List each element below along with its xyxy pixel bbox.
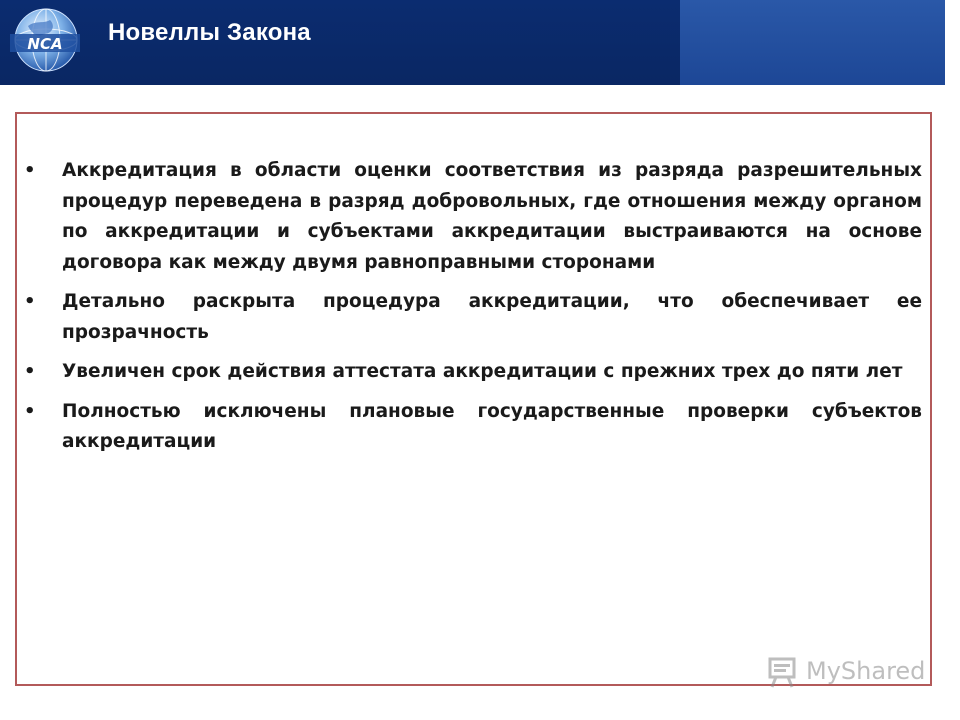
header-bar xyxy=(0,0,945,85)
bullet-marker: • xyxy=(24,400,36,422)
list-item-text: Полностью исключены плановые государственные проверки субъектов аккредитации xyxy=(62,400,922,452)
bullet-marker: • xyxy=(24,160,36,181)
list-item-text: Аккредитация в области оценки соответствия из разряда разрешительных процедур переведена в разряд добровольных, где отношения между органом по аккредитации и субъектами аккредитации выстраиваются на основе договора как между двумя равноправными сторонами xyxy=(62,160,922,273)
list-item-text: Детально раскрыта процедура аккредитации, что обеспечивает ее прозрачность xyxy=(62,291,922,343)
list-item xyxy=(22,287,922,348)
header-dark-panel xyxy=(0,0,680,85)
bullet-marker: • xyxy=(24,361,36,382)
logo-text: NCA xyxy=(27,35,63,53)
bullet-list xyxy=(22,156,922,467)
watermark xyxy=(766,655,926,691)
presentation-icon xyxy=(766,655,800,689)
list-item xyxy=(22,357,922,388)
nca-logo-icon xyxy=(6,4,84,76)
watermark-text: MyShared xyxy=(806,657,926,685)
bullet-marker: • xyxy=(24,291,36,312)
list-item xyxy=(22,156,922,278)
list-item xyxy=(22,397,922,458)
header-accent-panel xyxy=(680,0,945,85)
page-title: Новеллы Закона xyxy=(108,19,311,46)
list-item-text: Увеличен срок действия аттестата аккредитации с прежних трех до пяти лет xyxy=(62,361,903,382)
